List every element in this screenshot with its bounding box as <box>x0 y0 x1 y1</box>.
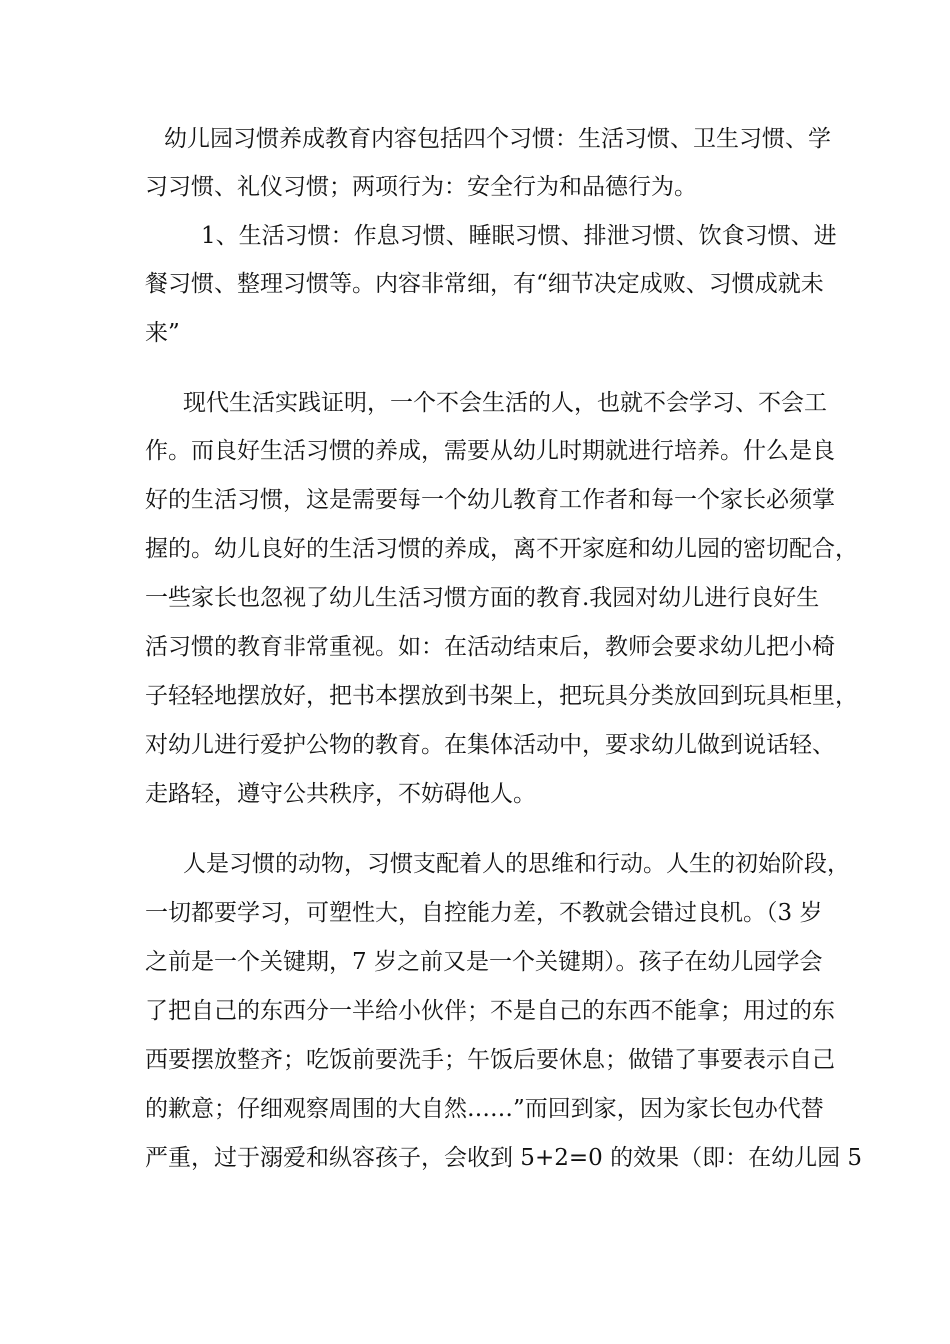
paragraph-habit-line-4: 了把自己的东西分一半给小伙伴；不是自己的东西不能拿；用过的东 <box>145 998 835 1024</box>
paragraph-habit-line-5: 西要摆放整齐；吃饭前要洗手；午饭后要休息；做错了事要表示自己 <box>145 1047 835 1073</box>
paragraph-modern-line-6: 活习惯的教育非常重视。如：在活动结束后，教师会要求幼儿把小椅 <box>145 634 835 660</box>
paragraph-modern-line-3: 好的生活习惯，这是需要每一个幼儿教育工作者和每一个家长必须掌 <box>145 487 835 513</box>
paragraph-modern-line-9: 走路轻，遵守公共秩序，不妨碍他人。 <box>145 781 536 807</box>
paragraph-modern-line-1: 现代生活实践证明，一个不会生活的人，也就不会学习、不会工 <box>183 390 827 416</box>
paragraph-habit-line-3: 之前是一个关键期，7 岁之前又是一个关键期）。孩子在幼儿园学会 <box>145 949 823 975</box>
paragraph-intro-line-2: 习习惯、礼仪习惯；两项行为：安全行为和品德行为。 <box>145 174 697 200</box>
paragraph-modern-line-7: 子轻轻地摆放好，把书本摆放到书架上，把玩具分类放回到玩具柜里， <box>145 683 858 709</box>
paragraph-modern-line-8: 对幼儿进行爱护公物的教育。在集体活动中，要求幼儿做到说话轻、 <box>145 732 835 758</box>
paragraph-habit-line-1: 人是习惯的动物，习惯支配着人的思维和行动。人生的初始阶段， <box>183 851 850 877</box>
paragraph-item1-line-2: 餐习惯、整理习惯等。内容非常细，有“细节决定成败、习惯成就未 <box>145 271 824 297</box>
paragraph-modern-line-5: 一些家长也忽视了幼儿生活习惯方面的教育.我园对幼儿进行良好生 <box>145 585 820 611</box>
paragraph-habit-line-2: 一切都要学习，可塑性大，自控能力差，不教就会错过良机。（3 岁 <box>145 900 823 926</box>
paragraph-item1-line-3: 来” <box>145 320 180 346</box>
paragraph-habit-line-7: 严重，过于溺爱和纵容孩子，会收到 5+2=0 的效果（即：在幼儿园 5 <box>145 1145 863 1171</box>
paragraph-item1-line-1: 1、生活习惯：作息习惯、睡眠习惯、排泄习惯、饮食习惯、进 <box>201 223 837 249</box>
paragraph-intro-line-1: 幼儿园习惯养成教育内容包括四个习惯：生活习惯、卫生习惯、学 <box>164 126 831 152</box>
paragraph-modern-line-4: 握的。幼儿良好的生活习惯的养成，离不开家庭和幼儿园的密切配合， <box>145 536 858 562</box>
paragraph-modern-line-2: 作。而良好生活习惯的养成，需要从幼儿时期就进行培养。什么是良 <box>145 438 835 464</box>
paragraph-habit-line-6: 的歉意；仔细观察周围的大自然……”而回到家，因为家长包办代替 <box>145 1096 824 1122</box>
